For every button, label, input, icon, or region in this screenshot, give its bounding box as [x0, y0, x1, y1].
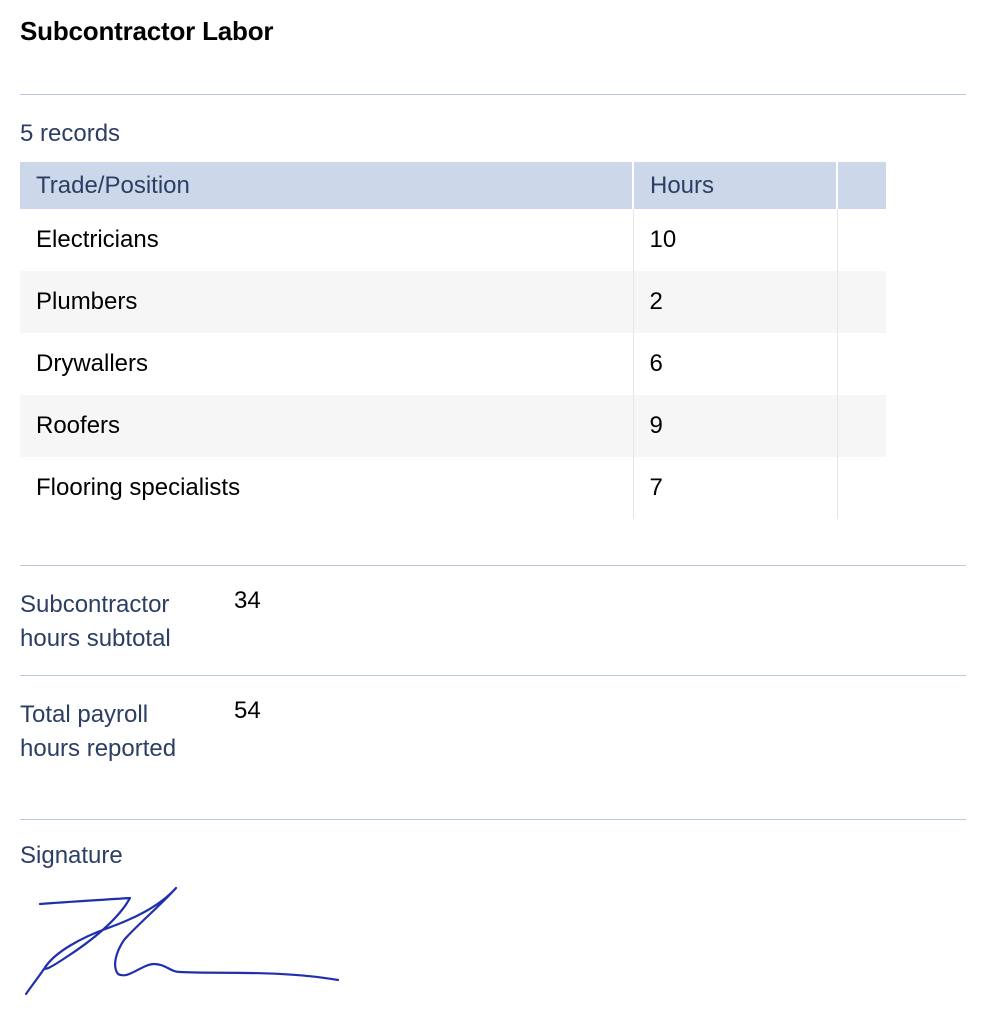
signature-image [20, 880, 360, 1005]
labor-table [20, 162, 886, 519]
hours-cell: 7 [633, 457, 837, 519]
total-label: Total payroll hours reported [20, 701, 177, 762]
trade-cell: Plumbers [20, 271, 633, 333]
hours-cell: 10 [633, 209, 837, 271]
subtotal-value: 34 [234, 587, 261, 614]
record-count: 5 records [20, 120, 121, 147]
table-row [20, 395, 886, 457]
column-header-trade[interactable]: Trade/Position [20, 162, 633, 209]
hours-cell: 2 [633, 271, 837, 333]
column-header-hours[interactable]: Hours [633, 162, 837, 209]
table-row [20, 457, 886, 519]
signature-label: Signature [20, 842, 123, 869]
empty-cell [837, 457, 886, 519]
divider [20, 565, 966, 566]
table-header-row [20, 162, 886, 209]
empty-cell [837, 395, 886, 457]
trade-cell: Electricians [20, 209, 633, 271]
column-header-extra[interactable] [837, 162, 886, 209]
table-row [20, 333, 886, 395]
table-row [20, 209, 886, 271]
trade-cell: Drywallers [20, 333, 633, 395]
signature-stroke-tail [26, 966, 46, 994]
total-value: 54 [234, 697, 261, 724]
page-title: Subcontractor Labor [20, 16, 274, 46]
divider [20, 675, 966, 676]
signature-stroke [40, 888, 338, 980]
divider [20, 819, 966, 820]
empty-cell [837, 209, 886, 271]
divider [20, 94, 966, 95]
trade-cell: Roofers [20, 395, 633, 457]
empty-cell [837, 271, 886, 333]
table-row [20, 271, 886, 333]
trade-cell: Flooring specialists [20, 457, 633, 519]
subtotal-label: Subcontractor hours subtotal [20, 591, 171, 652]
hours-cell: 6 [633, 333, 837, 395]
empty-cell [837, 333, 886, 395]
hours-cell: 9 [633, 395, 837, 457]
